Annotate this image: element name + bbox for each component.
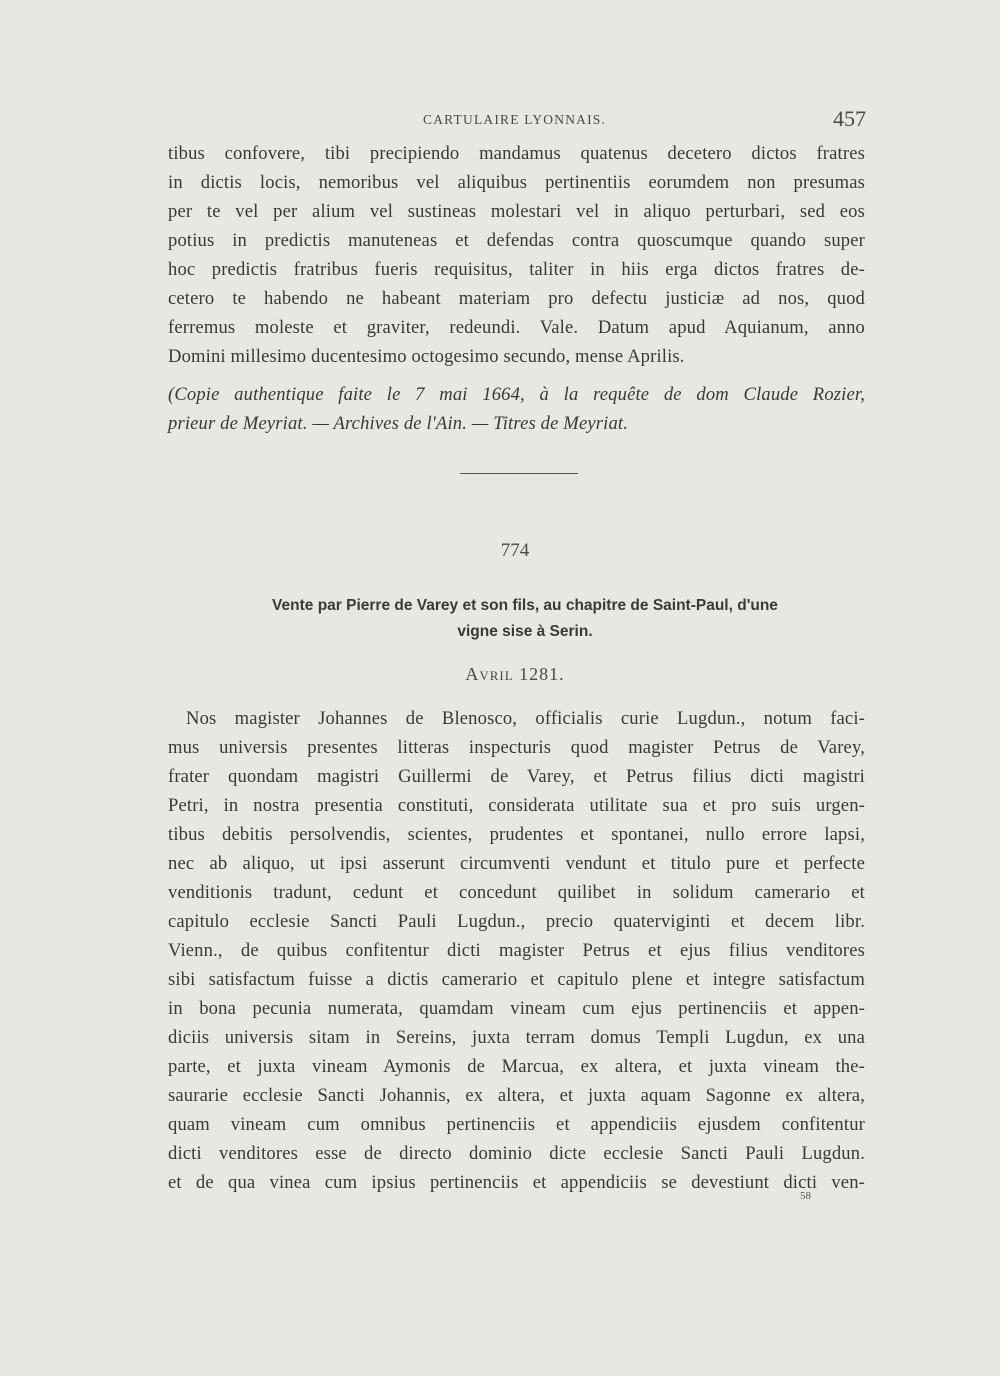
body-line: saurarie ecclesie Sancti Johannis, ex altera, et juxta aquam Sagonne ex altera,	[168, 1085, 865, 1106]
title-line: vigne sise à Serin.	[457, 623, 593, 640]
body-line: dicti venditores esse de directo dominio dicte ecclesie Sancti Pauli Lugdun.	[168, 1143, 865, 1164]
text-line: ferremus moleste et graviter, redeundi. Vale. Datum apud Aquianum, anno	[168, 317, 865, 338]
text-line: hoc predictis fratribus fueris requisitus, taliter in hiis erga dictos fratres de-	[168, 259, 865, 280]
body-line: frater quondam magistri Guillermi de Varey, et Petrus filius dicti magistri	[168, 766, 865, 787]
text-line: Domini millesimo ducentesimo octogesimo secundo, mense Aprilis.	[168, 346, 685, 367]
body-line: et de qua vinea cum ipsius pertinenciis et appendiciis se devestiunt dicti ven-	[168, 1172, 865, 1193]
section-divider	[460, 473, 578, 474]
body-line: Vienn., de quibus confitentur dicti magister Petrus et ejus filius venditores	[168, 940, 865, 961]
body-line: diciis universis sitam in Sereins, juxta terram domus Templi Lugdun, ex una	[168, 1027, 865, 1048]
signature-mark: 58	[800, 1190, 811, 1202]
body-line: sibi satisfactum fuisse a dictis camerario et capitulo plene et integre satisfactum	[168, 969, 865, 990]
body-line: mus universis presentes litteras inspecturis quod magister Petrus de Varey,	[168, 737, 865, 758]
body-line: venditionis tradunt, cedunt et concedunt quilibet in solidum camerario et	[168, 882, 865, 903]
text-line: per te vel per alium vel sustineas molestari vel in aliquo perturbari, sed eos	[168, 201, 865, 222]
body-line: quam vineam cum omnibus pertinenciis et appendiciis ejusdem confitentur	[168, 1114, 865, 1135]
running-title: CARTULAIRE LYONNAIS.	[423, 112, 607, 127]
text-line: tibus confovere, tibi precipiendo mandamus quatenus decetero dictos fratres	[168, 143, 865, 164]
text-line: in dictis locis, nemoribus vel aliquibus pertinentiis eorumdem non presumas	[168, 172, 865, 193]
body-line: tibus debitis persolvendis, scientes, prudentes et spontanei, nullo errore lapsi,	[168, 824, 865, 845]
title-line: Vente par Pierre de Varey et son fils, au chapitre de Saint-Paul, d'une	[272, 597, 778, 614]
text-line: potius in predictis manuteneas et defendas contra quoscumque quando super	[168, 230, 865, 251]
body-line: nec ab aliquo, ut ipsi asserunt circumventi vendunt et titulo pure et perfecte	[168, 853, 865, 874]
continued-paragraph	[168, 139, 865, 371]
body-line: parte, et juxta vineam Aymonis de Marcua, ex altera, et juxta vineam the-	[168, 1056, 865, 1077]
body-line: Nos magister Johannes de Blenosco, officialis curie Lugdun., notum faci-	[186, 708, 865, 729]
document-date: Avril 1281.	[465, 664, 565, 684]
body-line: Petri, in nostra presentia constituti, considerata utilitate sua et pro suis urgen-	[168, 795, 865, 816]
note-line: prieur de Meyriat. — Archives de l'Ain. — Titres de Meyriat.	[168, 413, 629, 434]
document-body	[168, 704, 865, 1197]
body-line: in bona pecunia numerata, quamdam vineam cum ejus pertinenciis et appen-	[168, 998, 865, 1019]
running-head	[168, 106, 868, 136]
document-title	[200, 593, 850, 645]
document-number: 774	[500, 540, 530, 561]
source-note	[168, 380, 865, 438]
body-line: capitulo ecclesie Sancti Pauli Lugdun., precio quaterviginti et decem libr.	[168, 911, 865, 932]
text-line: cetero te habendo ne habeant materiam pro defectu justiciæ ad nos, quod	[168, 288, 865, 309]
page-number: 457	[833, 106, 866, 131]
note-line: (Copie authentique faite le 7 mai 1664, à la requête de dom Claude Rozier,	[168, 384, 865, 405]
